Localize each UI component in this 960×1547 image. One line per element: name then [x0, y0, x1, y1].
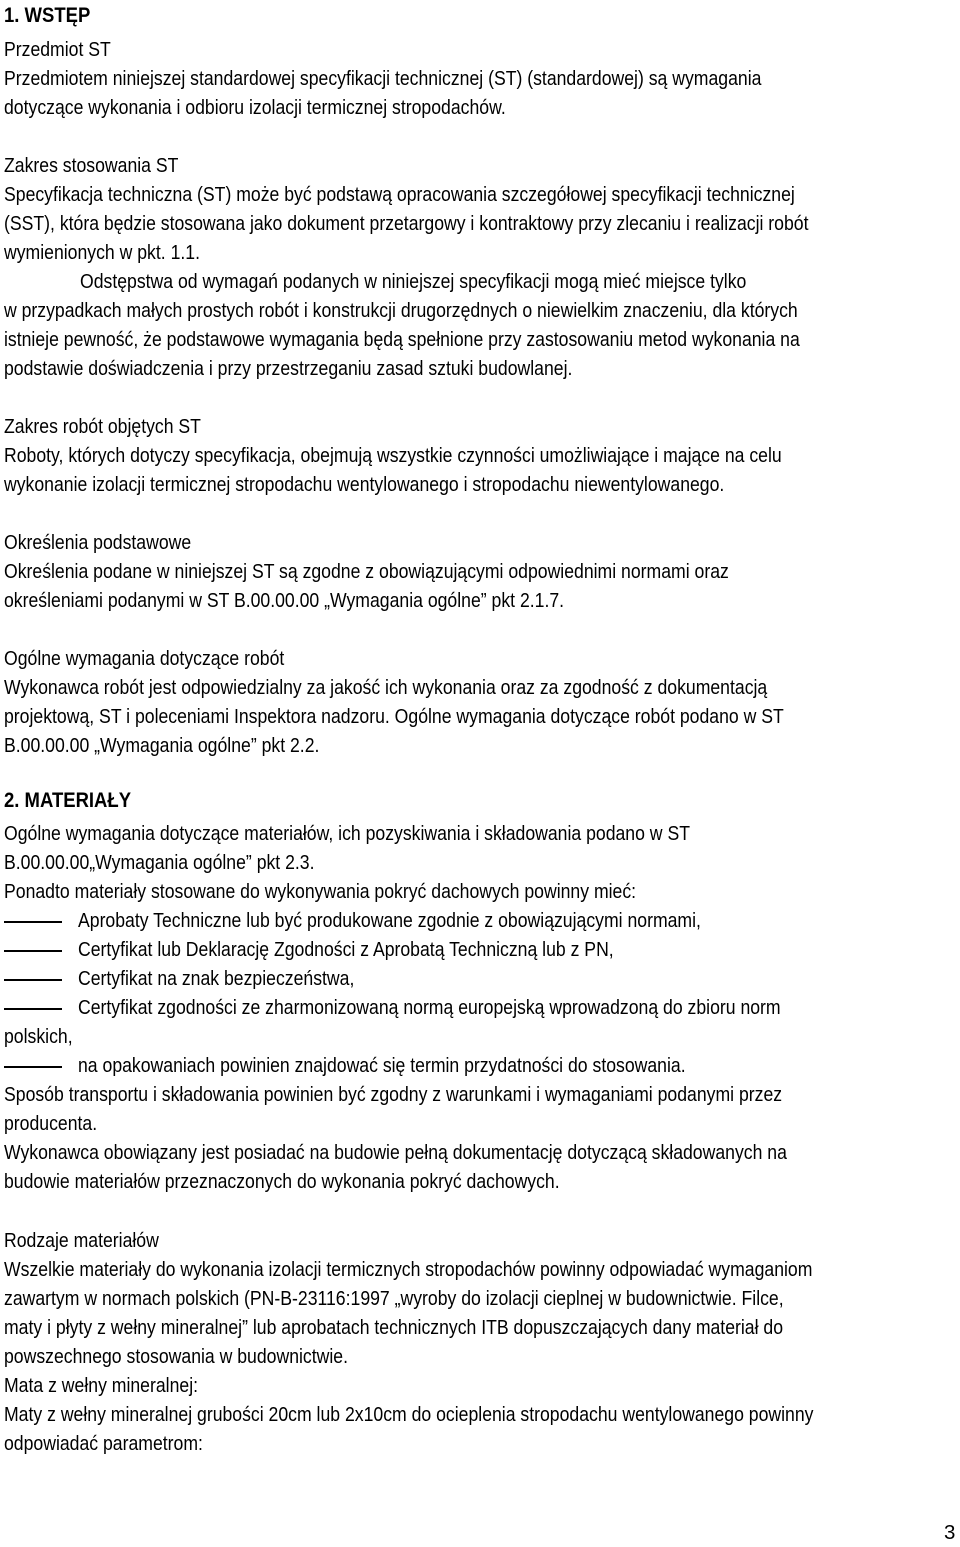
paragraph-line: określeniami podanymi w ST B.00.00.00 „Wymagania ogólne” pkt 2.1.7.	[4, 589, 565, 612]
paragraph-line: Roboty, których dotyczy specyfikacja, obejmują wszystkie czynności umożliwiające i mające na celu	[4, 444, 782, 467]
paragraph-line: Określenia podane w niniejszej ST są zgodne z obowiązującymi odpowiednimi normami oraz	[4, 560, 729, 583]
paragraph-line: powszechnego stosowania w budownictwie.	[4, 1345, 348, 1368]
paragraph-line: projektową, ST i poleceniami Inspektora nadzoru. Ogólne wymagania dotyczące robót podano w ST	[4, 705, 784, 728]
list-item: Aprobaty Techniczne lub być produkowane zgodnie z obowiązującymi normami,	[78, 909, 701, 932]
paragraph-line: odpowiadać parametrom:	[4, 1432, 203, 1455]
paragraph-line: podstawie doświadczenia i przy przestrzeganiu zasad sztuki budowlanej.	[4, 357, 573, 380]
subsection-title: Przedmiot ST	[4, 38, 111, 61]
paragraph-line: Ponadto materiały stosowane do wykonywania pokryć dachowych powinny mieć:	[4, 880, 637, 903]
paragraph-line: Maty z wełny mineralnej grubości 20cm lub 2x10cm do ocieplenia stropodachu wentylowanego powinny	[4, 1403, 814, 1426]
paragraph-line: Wykonawca obowiązany jest posiadać na budowie pełną dokumentację dotyczącą składowanych na	[4, 1141, 787, 1164]
paragraph-line: Mata z wełny mineralnej:	[4, 1374, 199, 1397]
list-item-continuation: polskich,	[4, 1025, 73, 1048]
paragraph-line: istnieje pewność, że podstawowe wymagania będą spełnione przy zastosowaniu metod wykonania na	[4, 328, 800, 351]
paragraph-line: Sposób transportu i składowania powinien być zgodny z warunkami i wymaganiami podanymi przez	[4, 1083, 783, 1106]
subsection-title: Zakres robót objętych ST	[4, 415, 201, 438]
subsection-title: Ogólne wymagania dotyczące robót	[4, 647, 285, 670]
paragraph-line: B.00.00.00 „Wymagania ogólne” pkt 2.2.	[4, 734, 320, 757]
subsection-title: Określenia podstawowe	[4, 531, 192, 554]
dash-bullet	[4, 921, 62, 923]
paragraph-line: Specyfikacja techniczna (ST) może być podstawą opracowania szczegółowej specyfikacji technicznej	[4, 183, 795, 206]
paragraph-line: producenta.	[4, 1112, 98, 1135]
dash-bullet	[4, 950, 62, 952]
paragraph-line: Odstępstwa od wymagań podanych w niniejszej specyfikacji mogą mieć miejsce tylko	[80, 270, 747, 293]
paragraph-line: dotyczące wykonania i odbioru izolacji termicznej stropodachów.	[4, 96, 506, 119]
paragraph-line: maty i płyty z wełny mineralnej” lub aprobatach technicznych ITB dopuszczających dany materiał do	[4, 1316, 784, 1339]
page-number: 3	[944, 1521, 956, 1544]
section-heading-wstep: 1. WSTĘP	[4, 3, 91, 27]
paragraph-line: wykonanie izolacji termicznej stropodachu wentylowanego i stropodachu niewentylowanego.	[4, 473, 725, 496]
dash-bullet	[4, 979, 62, 981]
list-item: Certyfikat lub Deklarację Zgodności z Aprobatą Techniczną lub z PN,	[78, 938, 614, 961]
list-item: na opakowaniach powinien znajdować się termin przydatności do stosowania.	[78, 1054, 686, 1077]
paragraph-line: budowie materiałów przeznaczonych do wykonania pokryć dachowych.	[4, 1170, 560, 1193]
paragraph-line: Wykonawca robót jest odpowiedzialny za jakość ich wykonania oraz za zgodność z dokumentacją	[4, 676, 768, 699]
dash-bullet	[4, 1066, 62, 1068]
paragraph-line: zawartym w normach polskich (PN-B-23116:1997 „wyroby do izolacji cieplnej w budownictwie. Filce,	[4, 1287, 784, 1310]
paragraph-line: Przedmiotem niniejszej standardowej specyfikacji technicznej (ST) (standardowej) są wymagania	[4, 67, 762, 90]
list-item: Certyfikat zgodności ze zharmonizowaną normą europejską wprowadzoną do zbioru norm	[78, 996, 781, 1019]
dash-bullet	[4, 1008, 62, 1010]
paragraph-line: Wszelkie materiały do wykonania izolacji termicznych stropodachów powinny odpowiadać wymaganiom	[4, 1258, 813, 1281]
paragraph-line: Ogólne wymagania dotyczące materiałów, ich pozyskiwania i składowania podano w ST	[4, 822, 690, 845]
paragraph-line: wymienionych w pkt. 1.1.	[4, 241, 200, 264]
subsection-title: Rodzaje materiałów	[4, 1229, 159, 1252]
subsection-title: Zakres stosowania ST	[4, 154, 179, 177]
section-heading-materialy: 2. MATERIAŁY	[4, 788, 132, 812]
paragraph-line: B.00.00.00„Wymagania ogólne” pkt 2.3.	[4, 851, 315, 874]
list-item: Certyfikat na znak bezpieczeństwa,	[78, 967, 355, 990]
paragraph-line: w przypadkach małych prostych robót i konstrukcji drugorzędnych o niewielkim znaczeniu, dla których	[4, 299, 798, 322]
paragraph-line: (SST), która będzie stosowana jako dokument przetargowy i kontraktowy przy zlecaniu i realizacji robót	[4, 212, 809, 235]
